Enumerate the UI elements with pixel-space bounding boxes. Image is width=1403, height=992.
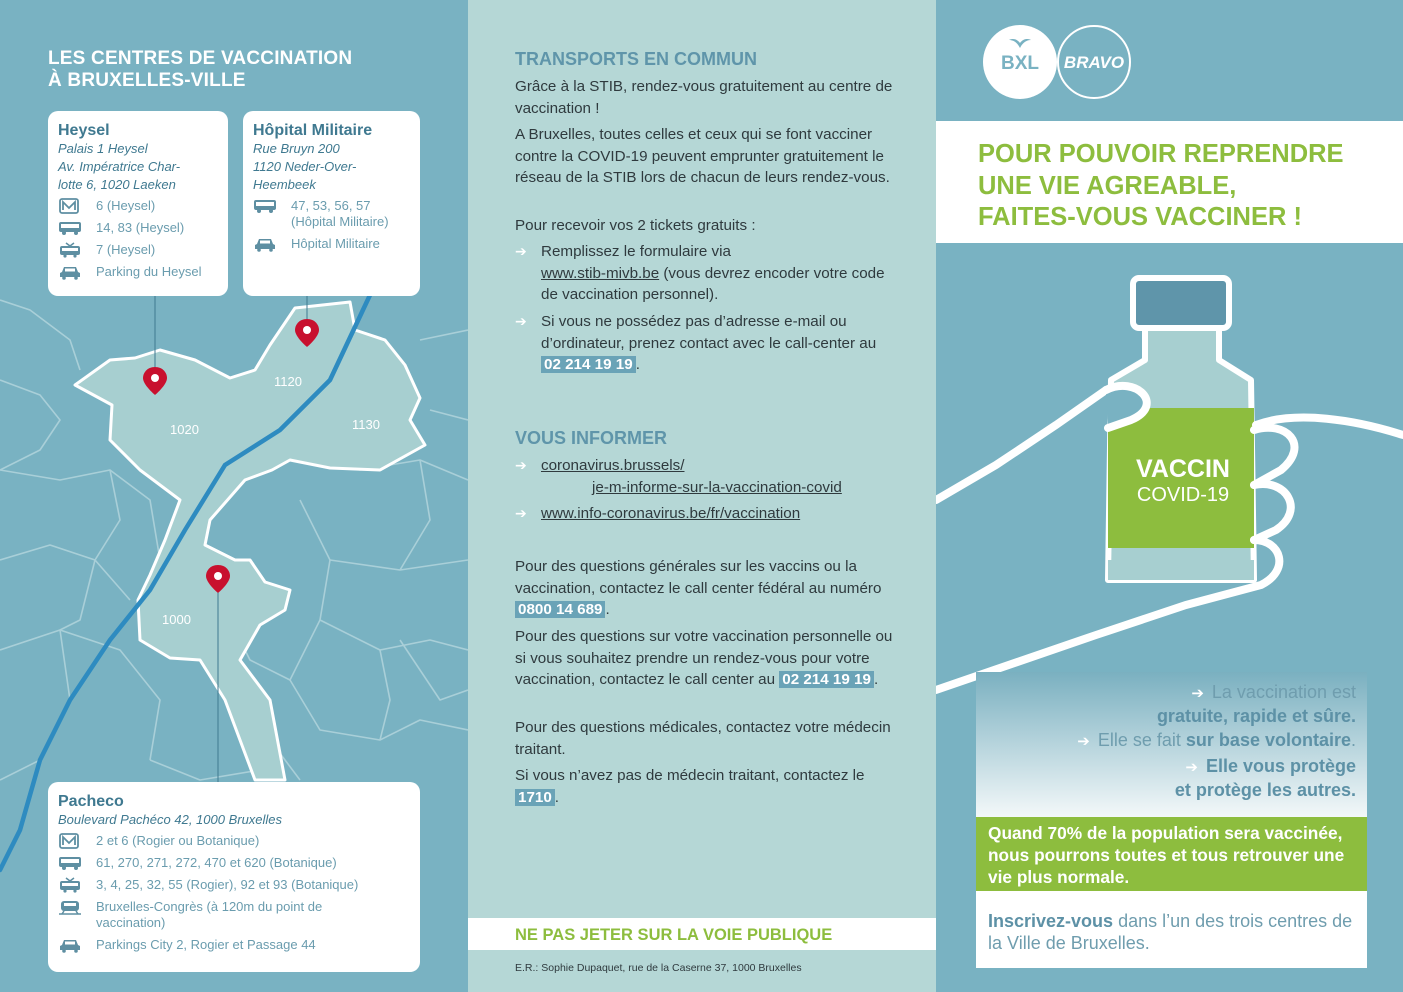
transport-train: Bruxelles-Congrès (à 120m du point de vaccination) [58,899,410,931]
info-coronavirus-link[interactable]: www.info-coronavirus.be/fr/vaccination [541,505,801,522]
paragraph: Si vous n’avez pas de médecin traitant, contactez le 1710 . [515,767,865,806]
paragraph: Pour des questions générales sur les vaccins ou la vaccination, contactez le call center fédéral au numéro 0800 14 689 . [515,558,882,619]
bxl-logo: BXL [983,25,1057,99]
key-point: ➔ La vaccination est gratuite, rapide et sûre. [1156,682,1356,726]
center-name: Pacheco [58,793,124,810]
phone-number[interactable]: 0800 14 689 [515,601,605,618]
paragraph: Grâce à la STIB, rendez-vous gratuitement au centre de vaccination ! [515,78,893,117]
transport-metro: 2 et 6 (Rogier ou Botanique) [58,833,410,849]
center-address: Palais 1 Heysel Av. Impératrice Char- lotte 6, 1020 Laeken [58,141,181,192]
arrow-icon: ➔ [515,313,527,329]
bullet-item: ➔ Si vous ne possédez pas d’adresse e-mail ou d’ordinateur, prenez contact avec le call-center au 02 214 19 19 . [515,313,877,374]
bravo-logo: BRAVO [1057,25,1131,99]
transports-heading: TRANSPORTS EN COMMUN [515,49,757,69]
transport-metro: 6 (Heysel) [58,198,218,214]
key-point: ➔ Elle se fait sur base volontaire. [1077,730,1356,750]
vial-title: VACCIN [1136,455,1230,483]
zone-label: 1000 [162,612,191,627]
car-icon [58,264,82,280]
coronavirus-brussels-link-cont[interactable]: je-m-informe-sur-la-vaccination-covid [592,478,842,496]
transport-bus: 61, 270, 271, 272, 470 et 620 (Botanique) [58,855,410,871]
transport-tram: 7 (Heysel) [58,242,218,258]
transport-bus: 47, 53, 56, 57 (Hôpital Militaire) [253,198,410,230]
zone-label: 1130 [352,417,380,432]
bus-icon [58,220,82,236]
key-point: ➔ Elle vous protège et protège les autres. [1174,756,1356,800]
headline: POUR POUVOIR REPRENDRE UNE VIE AGREABLE, FAITES-VOUS VACCINER ! [978,140,1344,231]
transport-parking: Parking du Heysel [58,264,218,280]
center-address: Rue Bruyn 200 1120 Neder-Over- Heembeek [253,141,357,192]
paragraph: A Bruxelles, toutes celles et ceux qui se font vacciner contre la COVID-19 peuvent emprunter gratuitement le réseau de la STIB lors de chacun de leurs rendez-vous. [515,126,890,187]
arrow-icon: ➔ [515,457,527,473]
paragraph: Pour des questions sur votre vaccination personnelle ou si vous souhaitez prendre un rendez-vous pour votre vaccination, contactez le call center au 02 214 19 19 . [515,628,893,689]
train-icon [58,899,82,915]
car-icon [58,937,82,953]
arrow-icon: ➔ [1077,733,1090,750]
paragraph: Pour recevoir vos 2 tickets gratuits : [515,217,756,234]
zone-label: 1020 [170,422,199,437]
bullet-item [515,455,895,498]
map-panel [0,0,468,992]
center-name: Hôpital Militaire [253,122,373,139]
arrow-icon: ➔ [1185,759,1198,776]
zone-label: 1120 [274,374,302,389]
vial-subtitle: COVID-19 [1136,484,1230,506]
arrow-icon: ➔ [515,505,527,521]
tram-icon [58,877,82,893]
transport-parking: Parkings City 2, Rogier et Passage 44 [58,937,410,953]
coronavirus-brussels-link[interactable]: coronavirus.brussels/ [541,457,685,474]
center-name: Heysel [58,122,110,139]
informer-heading: VOUS INFORMER [515,428,668,448]
stib-link[interactable]: www.stib-mivb.be [541,264,660,282]
population-text: Quand 70% de la population sera vaccinée, nous pourrons toutes et tous retrouver une vie plus normale. [988,823,1345,887]
register-text: Inscrivez-vous dans l’un des trois centres de la Ville de Bruxelles. [988,911,1353,953]
center-card-pacheco[interactable] [48,782,420,972]
transport-parking: Hôpital Militaire [253,236,410,252]
metro-icon [58,198,82,214]
transport-bus: 14, 83 (Heysel) [58,220,218,236]
paragraph: Pour des questions médicales, contactez votre médecin traitant. [515,719,891,758]
map-title: LES CENTRES DE VACCINATION À BRUXELLES-VILLE [48,48,353,91]
bullet-item [515,503,895,525]
car-icon [253,236,277,252]
footer-notice: NE PAS JETER SUR LA VOIE PUBLIQUE [515,926,833,944]
bus-icon [58,855,82,871]
center-card-heysel[interactable] [48,111,228,296]
phone-number[interactable]: 1710 [515,789,555,806]
arrow-icon: ➔ [515,243,527,259]
phone-number[interactable]: 02 214 19 19 [779,671,874,688]
transport-tram: 3, 4, 25, 32, 55 (Rogier), 92 et 93 (Botanique) [58,877,410,893]
tram-icon [58,242,82,258]
center-address: Boulevard Pachéco 42, 1000 Bruxelles [58,812,283,827]
metro-icon [58,833,82,849]
arrow-icon: ➔ [1191,685,1204,702]
editor-responsible: E.R.: Sophie Dupaquet, rue de la Caserne 37, 1000 Bruxelles [515,962,802,974]
bullet-item: ➔ Remplissez le formulaire via www.stib-mivb.be (vous devrez encoder votre code de vaccination personnel). [515,243,885,304]
phone-number[interactable]: 02 214 19 19 [541,356,636,373]
center-card-militaire[interactable] [243,111,420,296]
bus-icon [253,198,277,214]
